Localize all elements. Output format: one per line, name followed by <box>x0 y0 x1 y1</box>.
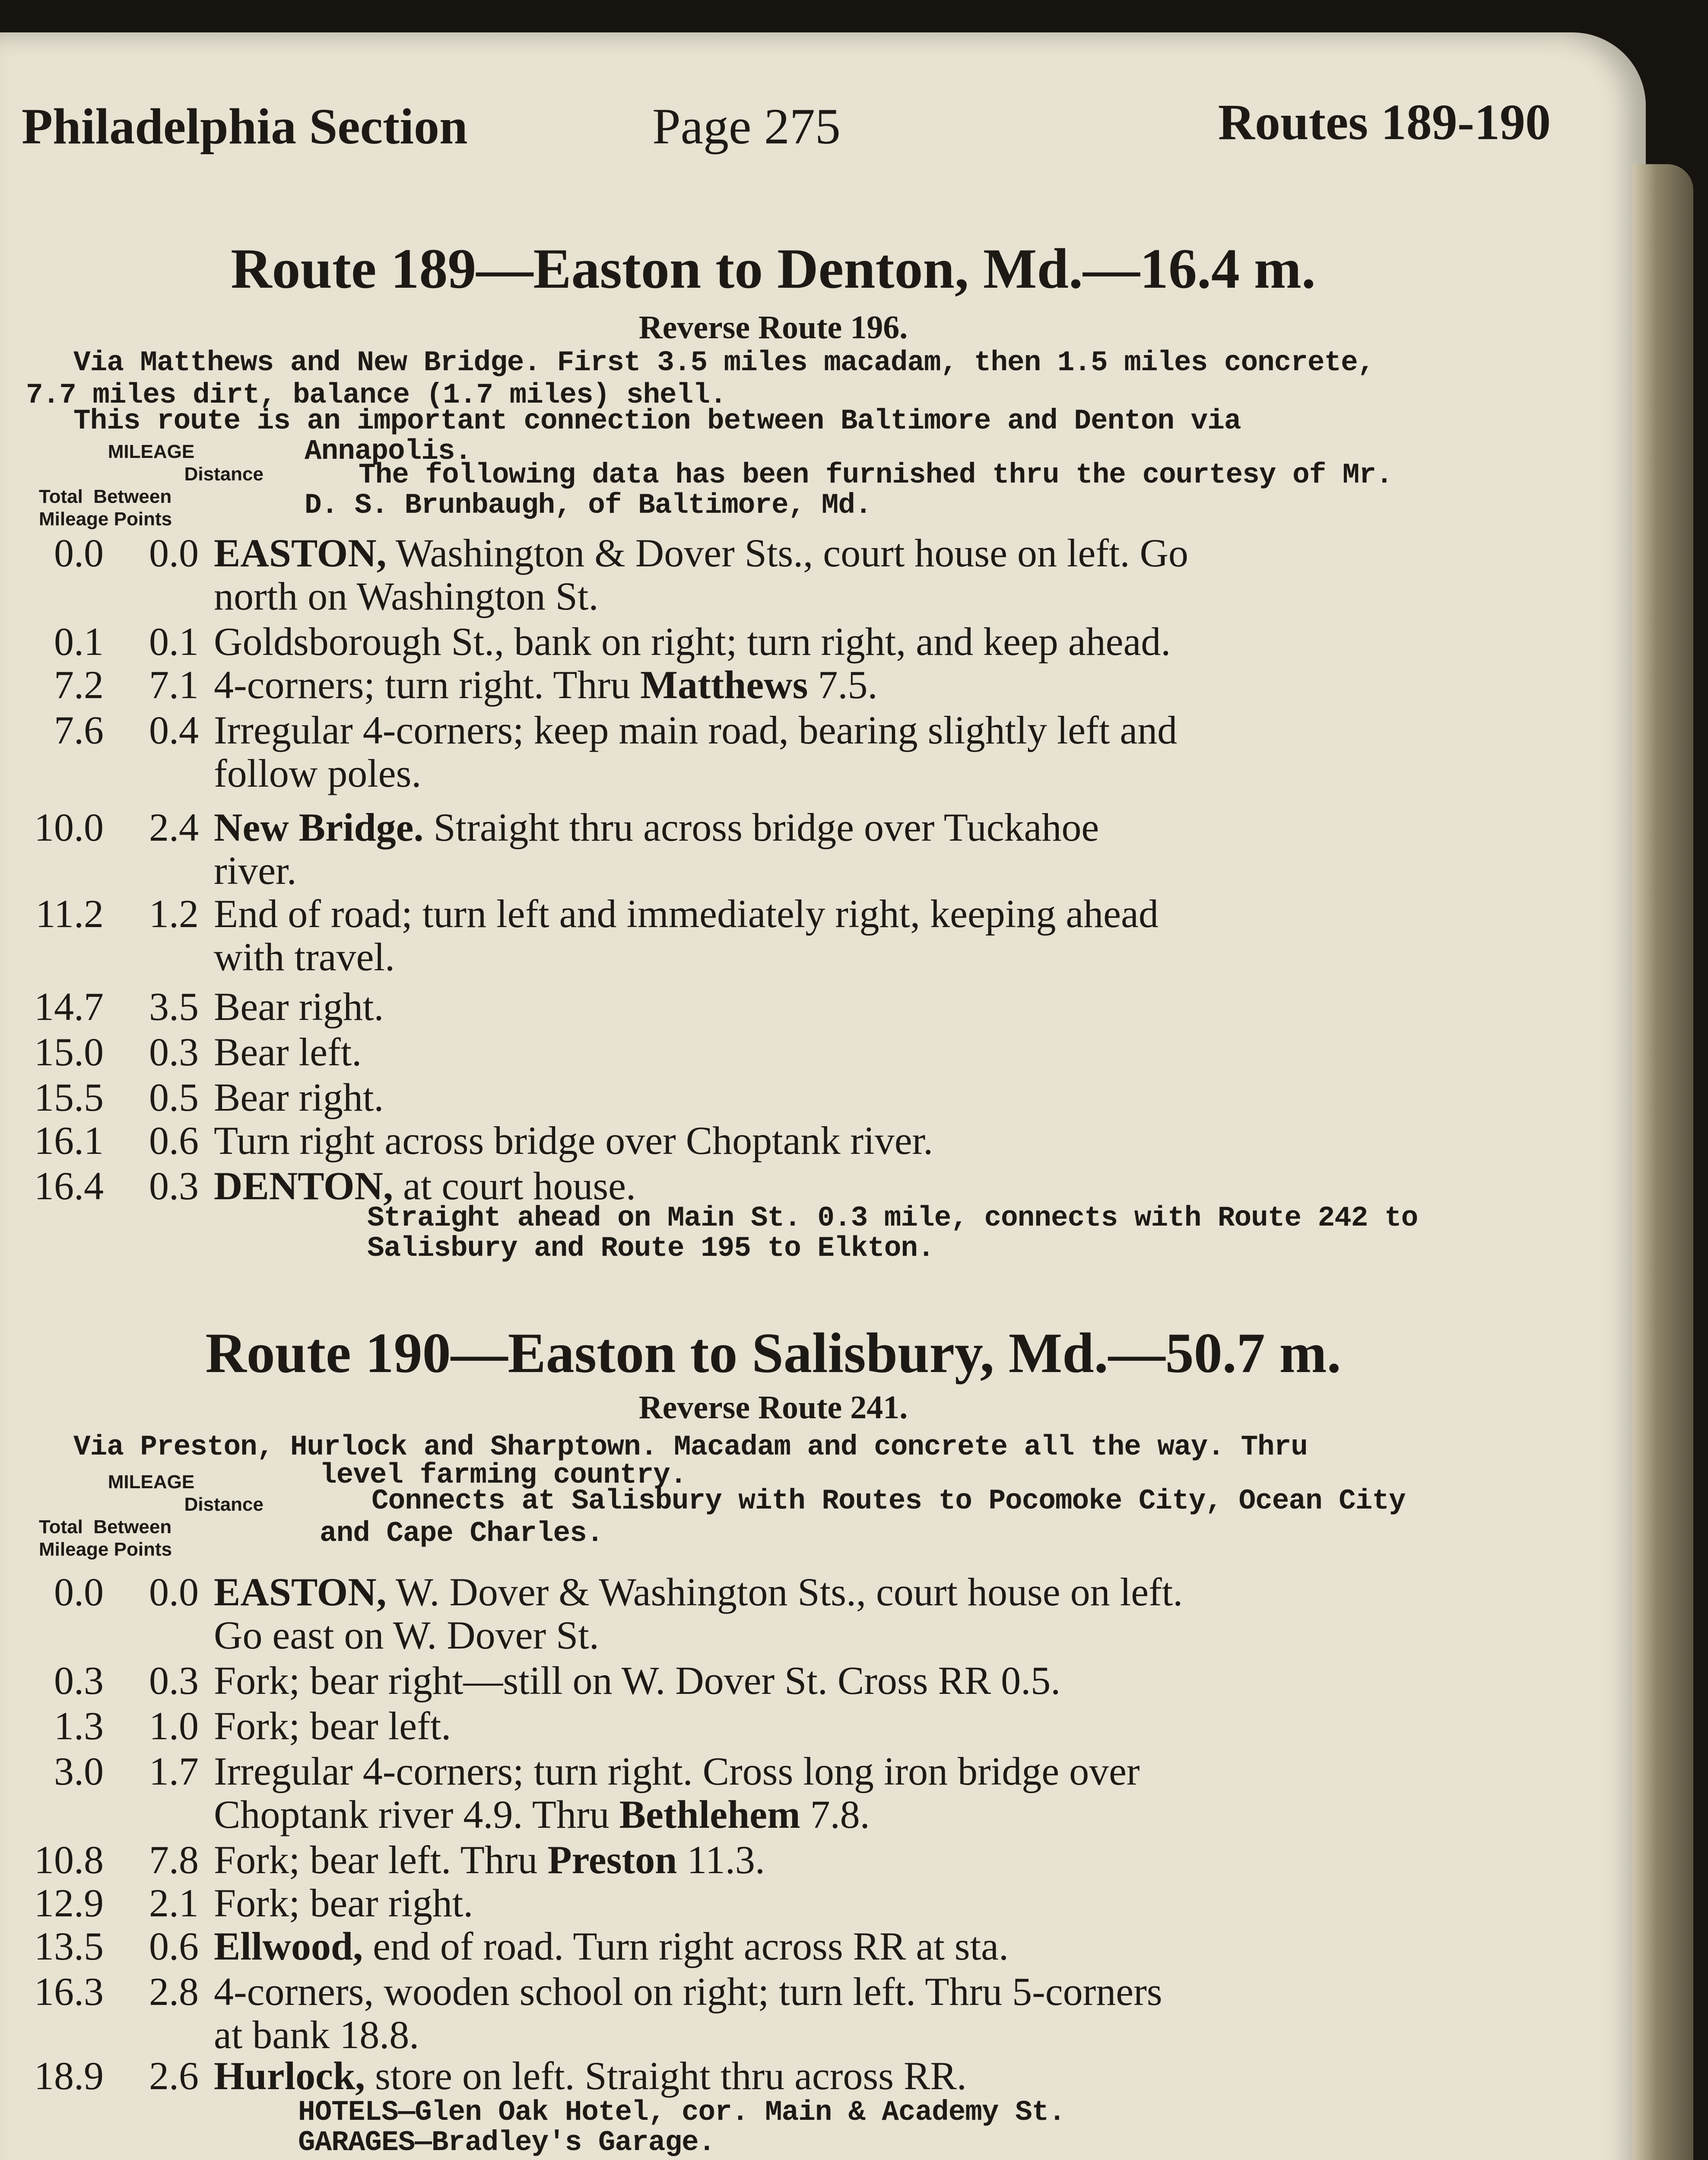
total-mileage: 16.1 <box>34 1118 104 1163</box>
page-edge <box>1633 164 1693 2160</box>
between-mileage: 1.0 <box>149 1704 199 1748</box>
route-189-note-4: Annapolis. <box>305 435 472 467</box>
mileage-word-label: Mileage <box>39 1539 109 1560</box>
between-mileage: 2.1 <box>149 1881 199 1925</box>
direction-continuation: with travel. <box>214 935 395 979</box>
direction-instruction: 4-corners; turn right. Thru Matthews 7.5. <box>214 663 878 707</box>
direction-instruction: Fork; bear right—still on W. Dover St. Cross RR 0.5. <box>214 1658 1061 1703</box>
total-mileage: 10.0 <box>34 805 104 849</box>
direction-text <box>214 1570 1531 1657</box>
route-190-note-3: Connects at Salisbury with Routes to Pocomoke City, Ocean City <box>371 1485 1406 1517</box>
total-mileage: 13.5 <box>34 1924 104 1968</box>
between-mileage: 0.0 <box>149 531 199 575</box>
direction-text <box>214 531 1531 618</box>
route-189-reverse: Reverse Route 196. <box>638 309 908 346</box>
direction-text <box>214 1704 1531 1747</box>
direction-instruction: Fork; bear right. <box>214 1881 473 1925</box>
direction-instruction: W. Dover & Washington Sts., court house on left. <box>386 1570 1183 1614</box>
total-between-label <box>39 1516 171 1537</box>
direction-text <box>214 708 1531 795</box>
route-190-title: Route 190—Easton to Salisbury, Md.—50.7 m. <box>205 1321 1341 1385</box>
direction-text <box>214 1076 1531 1119</box>
between-mileage: 1.2 <box>149 892 199 936</box>
route-189-note-1: Via Matthews and New Bridge. First 3.5 miles macadam, then 1.5 miles concrete, <box>73 346 1375 379</box>
direction-text <box>214 1030 1531 1074</box>
between-mileage: 3.5 <box>149 985 199 1029</box>
route-190-mileage-header <box>39 1471 264 1561</box>
direction-instruction: Fork; bear left. Thru Preston 11.3. <box>214 1838 765 1882</box>
distance-label: Distance <box>184 464 264 485</box>
route-190-note-1: Via Preston, Hurlock and Sharptown. Macadam and concrete all the way. Thru <box>73 1431 1308 1463</box>
between-label: Between <box>93 1516 172 1537</box>
total-mileage: 18.9 <box>34 2054 104 2098</box>
direction-instruction: end of road. Turn right across RR at sta. <box>363 1924 1009 1968</box>
between-mileage: 0.6 <box>149 1924 199 1968</box>
mileage-label: MILEAGE <box>108 441 195 462</box>
between-mileage: 2.6 <box>149 2054 199 2098</box>
direction-text <box>214 1925 1531 1968</box>
place-name: Ellwood, <box>214 1924 363 1968</box>
direction-text <box>214 1164 1531 1207</box>
between-mileage: 0.1 <box>149 619 199 664</box>
route-190-reverse: Reverse Route 241. <box>638 1389 908 1426</box>
page-number: Page 275 <box>652 98 841 155</box>
between-mileage: 7.8 <box>149 1838 199 1882</box>
direction-instruction: store on left. Straight thru across RR. <box>365 2054 967 2098</box>
direction-instruction: Irregular 4-corners; turn right. Cross long iron bridge over <box>214 1749 1140 1793</box>
between-mileage: 0.3 <box>149 1658 199 1703</box>
route-189-note-3: This route is an important connection between Baltimore and Denton via <box>73 405 1241 437</box>
route-189-note-5: The following data has been furnished thru the courtesy of Mr. <box>359 459 1393 491</box>
route-189-title: Route 189—Easton to Denton, Md.—16.4 m. <box>231 237 1316 300</box>
route-189-note-2: 7.7 miles dirt, balance (1.7 miles) shell. <box>26 379 727 411</box>
route-190-note-4: and Cape Charles. <box>320 1517 603 1550</box>
total-mileage: 11.2 <box>35 892 104 936</box>
between-mileage: 0.4 <box>149 708 199 752</box>
total-mileage: 0.3 <box>54 1658 104 1703</box>
direction-continuation: river. <box>214 848 297 893</box>
points-label: Points <box>114 1539 172 1560</box>
total-mileage: 7.2 <box>54 663 104 707</box>
between-mileage: 0.3 <box>149 1030 199 1074</box>
total-label: Total <box>39 1516 83 1537</box>
route-189-end-note-1: Straight ahead on Main St. 0.3 mile, connects with Route 242 to <box>367 1202 1418 1234</box>
direction-instruction: Straight thru across bridge over Tuckahoe <box>423 805 1099 849</box>
direction-instruction: at court house. <box>393 1164 636 1208</box>
direction-text <box>214 1838 1531 1881</box>
direction-text <box>214 1881 1531 1925</box>
total-between-label <box>39 486 171 507</box>
direction-instruction: Bear left. <box>214 1030 362 1074</box>
direction-instruction: 4-corners, wooden school on right; turn left. Thru 5-corners <box>214 1969 1162 2014</box>
between-mileage: 0.0 <box>149 1570 199 1614</box>
place-name: DENTON, <box>214 1164 393 1208</box>
total-mileage: 3.0 <box>54 1749 104 1793</box>
total-mileage: 10.8 <box>34 1838 104 1882</box>
between-mileage: 7.1 <box>149 663 199 707</box>
total-mileage: 16.4 <box>34 1164 104 1208</box>
total-mileage: 15.0 <box>34 1030 104 1074</box>
distance-label: Distance <box>184 1494 264 1515</box>
place-name: New Bridge. <box>214 805 424 849</box>
route-189-end-note-2: Salisbury and Route 195 to Elkton. <box>367 1232 934 1264</box>
direction-text <box>214 985 1531 1028</box>
between-label: Between <box>93 486 172 507</box>
place-name: Hurlock, <box>214 2054 365 2098</box>
direction-text <box>214 1119 1531 1162</box>
book-page <box>0 32 1646 2160</box>
direction-continuation: at bank 18.8. <box>214 2013 419 2057</box>
hurlock-hotels: HOTELS—Glen Oak Hotel, cor. Main & Academy St. <box>298 2096 1065 2128</box>
direction-instruction: Goldsborough St., bank on right; turn right, and keep ahead. <box>214 619 1171 664</box>
route-189-note-6: D. S. Brunbaugh, of Baltimore, Md. <box>305 489 872 521</box>
direction-text <box>214 806 1531 892</box>
place-name: EASTON, <box>214 1570 387 1614</box>
direction-text <box>214 2054 1531 2097</box>
direction-instruction: End of road; turn left and immediately right, keeping ahead <box>214 892 1159 936</box>
total-mileage: 0.0 <box>54 1570 104 1614</box>
total-mileage: 12.9 <box>34 1881 104 1925</box>
points-label: Points <box>114 508 172 530</box>
mileage-label: MILEAGE <box>108 1471 195 1493</box>
direction-continuation: follow poles. <box>214 751 422 795</box>
route-189-mileage-header <box>39 441 264 530</box>
total-mileage: 14.7 <box>34 985 104 1029</box>
route-190-note-2: level farming country. <box>320 1459 687 1491</box>
direction-text <box>214 892 1531 978</box>
between-mileage: 0.3 <box>149 1164 199 1208</box>
direction-text <box>214 1659 1531 1702</box>
between-mileage: 0.6 <box>149 1118 199 1163</box>
direction-instruction: Fork; bear left. <box>214 1704 451 1748</box>
direction-continuation: Go east on W. Dover St. <box>214 1613 599 1657</box>
direction-instruction: Bear right. <box>214 985 384 1029</box>
direction-instruction: Irregular 4-corners; keep main road, bearing slightly left and <box>214 708 1178 752</box>
total-label: Total <box>39 486 83 507</box>
direction-instruction: Turn right across bridge over Choptank river. <box>214 1118 933 1163</box>
total-mileage: 7.6 <box>54 708 104 752</box>
mileage-points-label <box>39 1538 264 1561</box>
direction-text <box>214 1970 1531 2056</box>
place-name: EASTON, <box>214 531 387 575</box>
mileage-points-label <box>39 508 264 530</box>
between-mileage: 0.5 <box>149 1075 199 1119</box>
direction-text <box>214 620 1531 663</box>
direction-instruction: Washington & Dover Sts., court house on left. Go <box>386 531 1188 575</box>
total-mileage: 15.5 <box>34 1075 104 1119</box>
total-mileage: 1.3 <box>54 1704 104 1748</box>
mileage-word-label: Mileage <box>39 508 109 530</box>
direction-text <box>214 663 1531 706</box>
direction-text <box>214 1750 1531 1836</box>
direction-continuation: Choptank river 4.9. Thru Bethlehem 7.8. <box>214 1792 870 1836</box>
total-mileage: 0.0 <box>54 531 104 575</box>
hurlock-garages: GARAGES—Bradley's Garage. <box>298 2126 715 2159</box>
between-mileage: 1.7 <box>149 1749 199 1793</box>
routes-range: Routes 189-190 <box>1218 94 1551 150</box>
total-mileage: 16.3 <box>34 1969 104 2014</box>
between-mileage: 2.8 <box>149 1969 199 2014</box>
direction-instruction: Bear right. <box>214 1075 384 1119</box>
direction-continuation: north on Washington St. <box>214 574 599 618</box>
section-title: Philadelphia Section <box>22 98 468 155</box>
between-mileage: 2.4 <box>149 805 199 849</box>
total-mileage: 0.1 <box>54 619 104 664</box>
running-header <box>22 94 1551 162</box>
